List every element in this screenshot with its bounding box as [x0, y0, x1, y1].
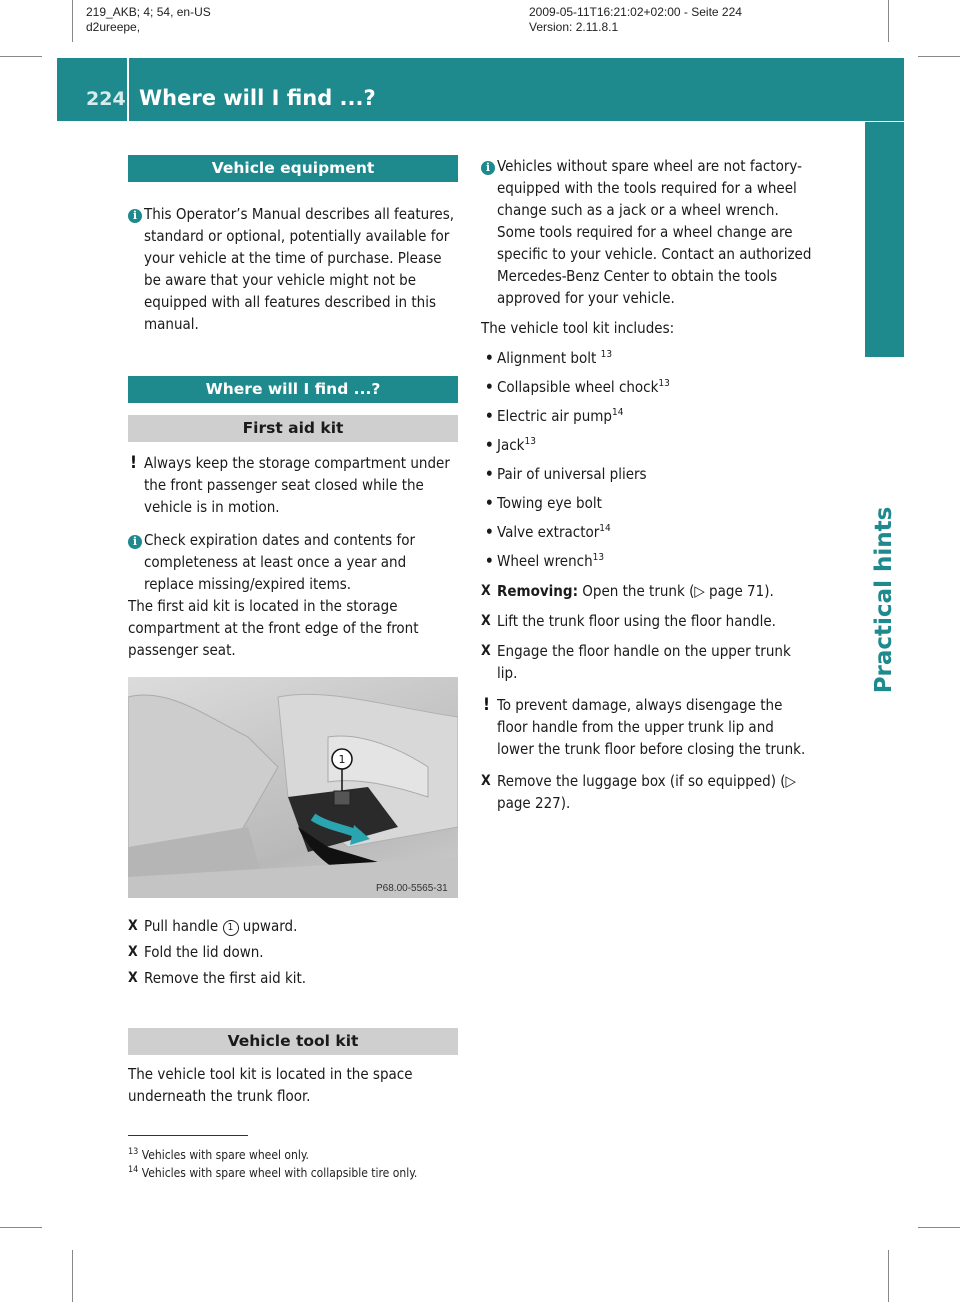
step-removing: X Removing: Open the trunk (▷ page 71). [481, 582, 774, 600]
step-arrow-icon: X [128, 944, 138, 960]
info-note-first-aid-text: Check expiration dates and contents for completeness at least once a year and replace missing/expired items. [144, 531, 416, 593]
info-icon: i [128, 529, 142, 551]
step-lift-floor: X Lift the trunk floor using the floor handle. [481, 612, 776, 630]
footnote-14: $^{14}$ Vehicles with spare wheel with collapsible tire only. [128, 1165, 418, 1180]
meta-right-line2: Version: 2.11.8.1 [529, 20, 619, 34]
page-title: Where will I find ...? [139, 86, 376, 110]
step-text-3: Remove the first aid kit. [144, 969, 307, 987]
right-column [481, 155, 814, 814]
crop-mark [888, 0, 889, 42]
tool-kit-location-text: The vehicle tool kit is located in the space underneath the trunk floor. [128, 1065, 413, 1105]
list-item: • Wheel wrench$^{13}$ [485, 552, 605, 570]
page-reference-link[interactable]: page 71 [709, 582, 765, 600]
side-section-label: Practical hints [871, 506, 897, 694]
list-item: • Towing eye bolt [485, 494, 602, 512]
meta-right-line1: 2009-05-11T16:21:02+02:00 - Seite 224 [529, 5, 742, 19]
info-note-equipment-text: This Operator’s Manual describes all features, standard or optional, potentially available for your vehicle at the time of purchase. Please be aware that your vehicle might not be equipped with all features described in this manual. [144, 205, 455, 333]
step-arrow-icon: X [128, 918, 138, 934]
list-item: • Electric air pump$^{14}$ [485, 407, 624, 425]
step-arrow-icon: X [128, 970, 138, 986]
step-remove-kit [128, 967, 458, 989]
left-column [128, 155, 458, 1107]
step-arrow-icon: X [481, 613, 491, 629]
step-pull-handle [128, 915, 458, 937]
list-item: • Alignment bolt $^{13}$ [485, 349, 613, 367]
footnote-rule [128, 1135, 248, 1136]
footnote-13: $^{13}$ Vehicles with spare wheel only. [128, 1147, 309, 1162]
step-arrow-icon: X [481, 583, 491, 599]
step-remove-luggage-box: X Remove the luggage box (if so equipped) (▷ page 227). [481, 772, 796, 812]
info-icon: i [128, 203, 142, 225]
warning-note-first-aid [128, 452, 458, 518]
crop-mark [918, 56, 960, 57]
crop-mark [0, 56, 42, 57]
print-meta-right [529, 5, 742, 35]
step-engage-handle: X Engage the floor handle on the upper trunk lip. [481, 642, 791, 682]
step-fold-lid [128, 941, 458, 963]
crop-mark [72, 0, 73, 42]
warning-icon: ! [483, 695, 490, 715]
photo-code: P68.00-5565-31 [376, 883, 448, 894]
crop-mark [0, 1227, 42, 1228]
info-note-spare-wheel-text: Vehicles without spare wheel are not factory-equipped with the tools required for a wheel change such as a jack or a wheel wrench. Some tools required for a wheel change are specific to your vehicle. Contact an authorized Mercedes-Benz Center to obtain the tools approved for your vehicle. [497, 157, 812, 307]
meta-left-line1: 219_AKB; 4; 54, en-US [86, 5, 211, 19]
first-aid-kit-photo [128, 677, 458, 898]
warning-note-trunk-text: To prevent damage, always disengage the floor handle from the upper trunk lip and lower the trunk floor before closing the trunk. [497, 696, 806, 758]
page-ref-arrow-icon: ▷ [694, 582, 710, 600]
list-item: • Valve extractor$^{14}$ [485, 523, 611, 541]
page-reference-link[interactable]: page 227 [497, 794, 561, 812]
print-meta-left [86, 5, 211, 35]
list-item: • Pair of universal pliers [485, 465, 647, 483]
info-note-spare-wheel [481, 155, 814, 309]
info-note-equipment [128, 203, 458, 335]
first-aid-location-text: The first aid kit is located in the storage compartment at the front edge of the front passenger seat. [128, 597, 419, 659]
step-arrow-icon: X [481, 773, 491, 789]
page-ref-arrow-icon: ▷ [785, 772, 796, 790]
crop-mark [888, 1250, 889, 1302]
warning-note-trunk [481, 694, 814, 760]
info-icon: i [481, 155, 495, 177]
footnotes [128, 1146, 417, 1182]
list-item: • Jack$^{13}$ [485, 436, 536, 454]
heading-where-will-i-find: Where will I find ...? [128, 376, 458, 403]
crop-mark [72, 1250, 73, 1302]
callout-ref-circle: 1 [223, 920, 239, 936]
heading-vehicle-tool-kit: Vehicle tool kit [128, 1028, 458, 1055]
seat-illustration [128, 677, 458, 898]
page-number: 224 [86, 88, 126, 110]
step-removing-label: Removing: [497, 582, 578, 600]
side-tab-block [865, 122, 904, 357]
list-item: • Collapsible wheel chock$^{13}$ [485, 378, 670, 396]
step-text-1b: upward. [238, 917, 298, 935]
info-note-first-aid [128, 529, 458, 595]
step-text-2: Fold the lid down. [144, 943, 264, 961]
meta-left-line2: d2ureepe, [86, 20, 141, 34]
callout-number: 1 [338, 753, 346, 766]
crop-mark [918, 1227, 960, 1228]
tool-kit-intro: The vehicle tool kit includes: [481, 319, 675, 337]
warning-icon: ! [130, 453, 137, 473]
step-arrow-icon: X [481, 643, 491, 659]
heading-vehicle-equipment: Vehicle equipment [128, 155, 458, 182]
step-text-1a: Pull handle [144, 917, 223, 935]
header-separator [127, 58, 129, 121]
warning-note-first-aid-text: Always keep the storage compartment under the front passenger seat closed while the vehicle is in motion. [144, 454, 450, 516]
heading-first-aid-kit: First aid kit [128, 415, 458, 442]
